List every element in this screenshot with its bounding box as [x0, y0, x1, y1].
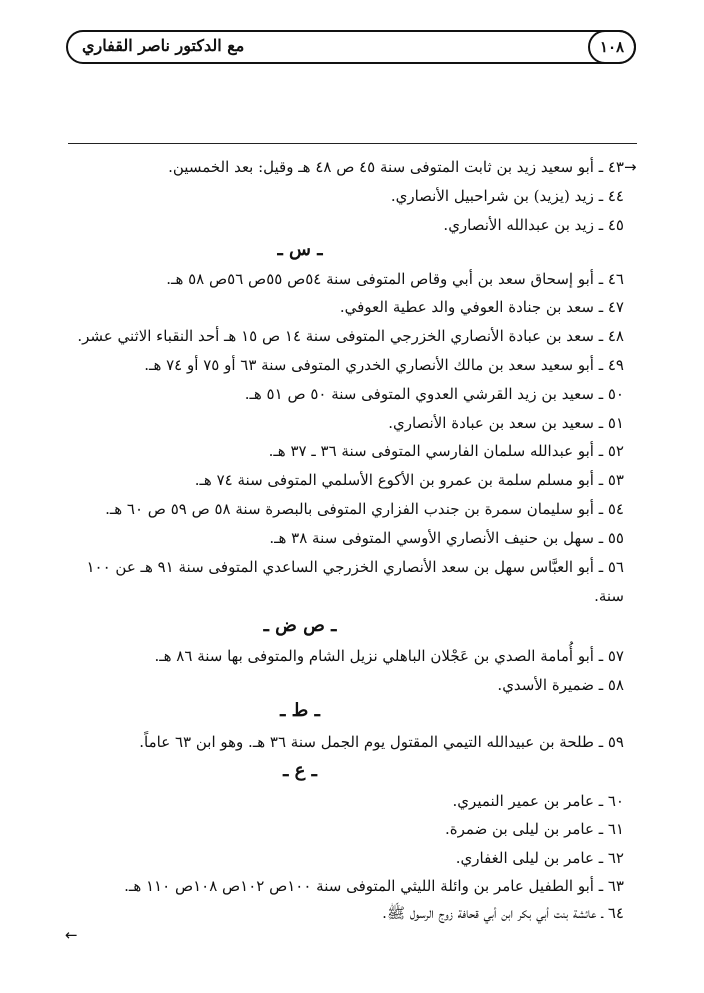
entry-59: ٥٩ ـ طلحة بن عبيدالله التيمي المقتول يوم الجمل سنة ٣٦ هـ. وهو ابن ٦٣ عاماً.	[139, 733, 624, 751]
header-title: مع الدكتور ناصر القفاري	[82, 36, 245, 55]
entry-54: ٥٤ ـ أبو سليمان سمرة بن جندب الفزاري المتوفى بالبصرة سنة ٥٨ ص ٥٩ ص ٦٠ هـ.	[105, 500, 624, 518]
entry-47: ٤٧ ـ سعد بن جنادة العوفي والد عطية العوفي.	[339, 298, 624, 316]
section-heading-seen: ـ س ـ	[277, 239, 323, 260]
top-rule	[68, 143, 637, 144]
continuation-arrow-top: →	[624, 158, 637, 176]
entry-56-continuation: سنة.	[594, 587, 624, 605]
running-header	[66, 30, 636, 64]
entry-60: ٦٠ ـ عامر بن عمير النميري.	[452, 792, 624, 810]
section-heading-sad-dad: ـ ص ض ـ	[263, 615, 337, 636]
section-heading-ain: ـ ع ـ	[283, 760, 317, 781]
page-number: ١٠٨	[588, 30, 636, 64]
entry-55: ٥٥ ـ سهل بن حنيف الأنصاري الأوسي المتوفى سنة ٣٨ هـ.	[269, 529, 624, 547]
entry-58: ٥٨ ـ ضميرة الأسدي.	[497, 676, 624, 694]
entry-52: ٥٢ ـ أبو عبدالله سلمان الفارسي المتوفى سنة ٣٦ ـ ٣٧ هـ.	[268, 442, 624, 460]
entry-56: ٥٦ ـ أبو العبَّاس سهل بن سعد الأنصاري الخزرجي الساعدي المتوفى سنة ٩١ هـ عن ١٠٠	[86, 558, 624, 576]
continuation-arrow-bottom: ←	[65, 926, 78, 944]
entry-43: ٤٣ ـ أبو سعيد زيد بن ثابت المتوفى سنة ٤٥ ص ٤٨ هـ وقيل: بعد الخمسين.	[168, 158, 624, 176]
entry-57: ٥٧ ـ أبو أُمامة الصدي بن عَجْلان الباهلي نزيل الشام والمتوفى بها سنة ٨٦ هـ.	[154, 647, 624, 665]
section-heading-ta: ـ ط ـ	[280, 700, 320, 721]
entry-45: ٤٥ ـ زيد بن عبدالله الأنصاري.	[443, 216, 624, 234]
entry-64: ٦٤ ـ عائشة بنت أبي بكر ابن أبي قحافة زوج الرسول ﷺ.	[382, 904, 624, 922]
entry-63: ٦٣ ـ أبو الطفيل عامر بن وائلة الليثي المتوفى سنة ١٠٠ص ١٠٢ص ١٠٨ص ١١٠ هـ.	[124, 877, 624, 895]
entry-46: ٤٦ ـ أبو إسحاق سعد بن أبي وقاص المتوفى سنة ٥٤ص ٥٥ص ٥٦ص ٥٨ هـ.	[166, 270, 624, 288]
entry-51: ٥١ ـ سعيد بن سعد بن عبادة الأنصاري.	[388, 414, 624, 432]
entry-53: ٥٣ ـ أبو مسلم سلمة بن عمرو بن الأكوع الأسلمي المتوفى سنة ٧٤ هـ.	[194, 471, 624, 489]
entry-62: ٦٢ ـ عامر بن ليلى الغفاري.	[455, 849, 624, 867]
entry-44: ٤٤ ـ زيد (يزيد) بن شراحبيل الأنصاري.	[390, 187, 624, 205]
entry-49: ٤٩ ـ أبو سعيد سعد بن مالك الأنصاري الخدري المتوفى سنة ٦٣ أو ٧٥ أو ٧٤ هـ.	[144, 356, 624, 374]
entry-48: ٤٨ ـ سعد بن عبادة الأنصاري الخزرجي المتوفى سنة ١٤ ص ١٥ هـ أحد النقباء الاثني عشر.	[77, 327, 624, 345]
entry-61: ٦١ ـ عامر بن ليلى بن ضمرة.	[444, 820, 624, 838]
entry-50: ٥٠ ـ سعيد بن زيد القرشي العدوي المتوفى سنة ٥٠ ص ٥١ هـ.	[244, 385, 624, 403]
